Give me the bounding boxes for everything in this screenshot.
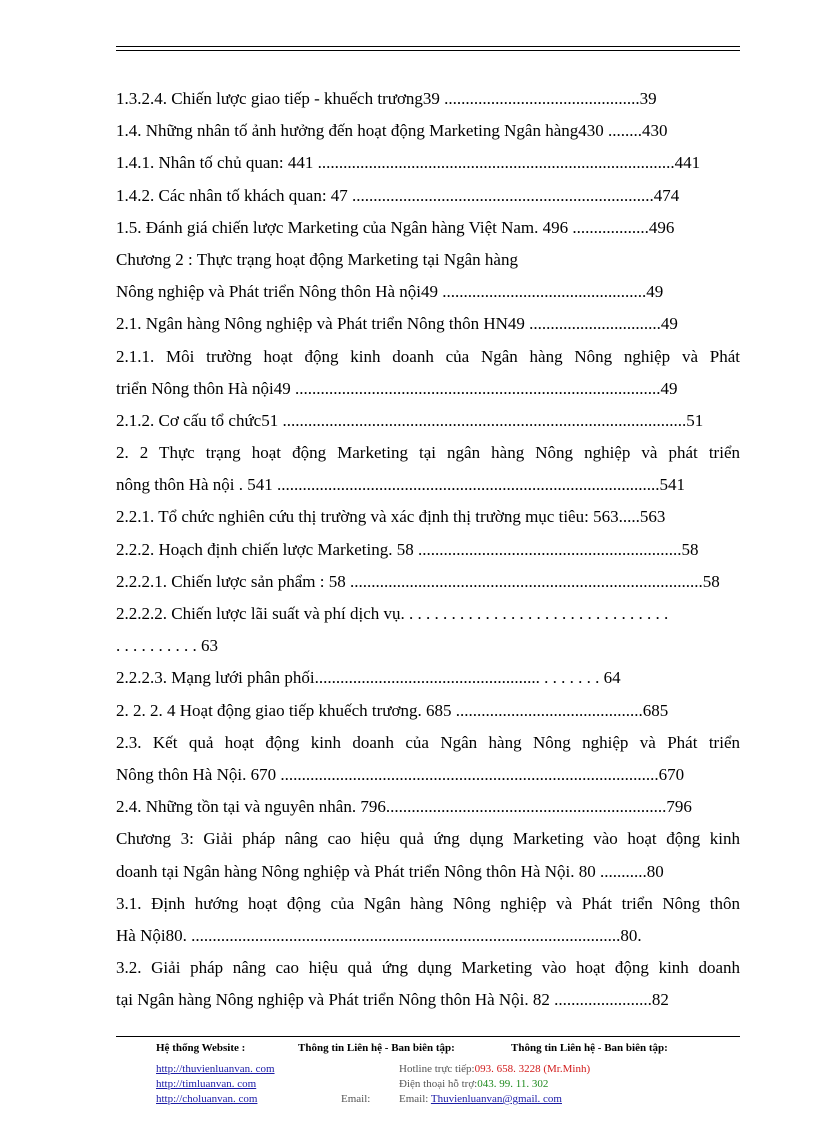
website-link[interactable]: http://choluanvan. com: [156, 1093, 258, 1105]
email-row: [399, 1093, 562, 1105]
toc-line: doanh tại Ngân hàng Nông nghiệp và Phát triển Nông thôn Hà Nội. 80 ...........80: [116, 861, 664, 881]
toc-line: tại Ngân hàng Nông nghiệp và Phát triển Nông thôn Hà Nội. 82 .......................82: [116, 990, 669, 1010]
toc-chapter-heading: Chương 2 : Thực trạng hoạt động Marketing tại Ngân hàng: [116, 249, 518, 269]
footer-contact-heading: Thông tin Liên hệ - Ban biên tập:: [298, 1042, 455, 1054]
phone-value: 043. 99. 11. 302: [477, 1078, 549, 1090]
phone-label: Điện thoại hỗ trợ:: [399, 1078, 478, 1090]
header-rule-bottom: [116, 50, 740, 51]
toc-line: 1.4. Những nhân tố ảnh hưởng đến hoạt động Marketing Ngân hàng430 ........430: [116, 121, 668, 141]
toc-line: 1.5. Đánh giá chiến lược Marketing của Ngân hàng Việt Nam. 496 ..................496: [116, 217, 675, 237]
email-link[interactable]: Thuvienluanvan@gmail. com: [430, 1093, 562, 1105]
toc-line: Nông thôn Hà Nội. 670 .........................................................................................670: [116, 764, 685, 784]
website-link[interactable]: http://timluanvan. com: [156, 1078, 257, 1090]
table-of-contents: [116, 83, 740, 1016]
toc-line: Nông nghiệp và Phát triển Nông thôn Hà nội49 ................................................49: [116, 282, 664, 302]
toc-line: . . . . . . . . . . 63: [116, 636, 218, 656]
hotline-value: 093. 658. 3228 (Mr.Minh): [474, 1063, 591, 1075]
toc-line: 3.1. Định hướng hoạt động của Ngân hàng Nông nghiệp và Phát triển Nông thôn: [116, 893, 740, 913]
toc-line: 3.2. Giải pháp nâng cao hiệu quả ứng dụng Marketing vào hoạt động kinh doanh: [116, 958, 740, 978]
footer-websites-heading: Hệ thống Website :: [156, 1042, 246, 1054]
header-rule-top: [116, 46, 740, 47]
phone-row: [399, 1078, 548, 1090]
footer-rule: [116, 1036, 740, 1037]
toc-line: 1.3.2.4. Chiến lược giao tiếp - khuếch trương39 ..............................................39: [116, 89, 657, 108]
toc-line: 2.1.1. Môi trường hoạt động kinh doanh của Ngân hàng Nông nghiệp và Phát: [116, 346, 740, 366]
toc-line: 2.4. Những tồn tại và nguyên nhân. 796..................................................................796: [116, 797, 692, 817]
toc-line: 1.4.1. Nhân tố chủ quan: 441 ....................................................................................441: [116, 153, 701, 173]
toc-line: 2.2.1. Tổ chức nghiên cứu thị trường và xác định thị trường mục tiêu: 563.....563: [116, 507, 666, 527]
toc-line: 2.2.2.1. Chiến lược sản phẩm : 58 ...................................................................................58: [116, 571, 720, 591]
toc-line: 2. 2. 2. 4 Hoạt động giao tiếp khuếch trương. 685 ............................................685: [116, 700, 669, 720]
toc-line: 2.1. Ngân hàng Nông nghiệp và Phát triển Nông thôn HN49 ...............................49: [116, 314, 678, 334]
toc-chapter-heading: Chương 3: Giải pháp nâng cao hiệu quả ứng dụng Marketing vào hoạt động kinh: [116, 829, 740, 849]
toc-line: 2.1.2. Cơ cấu tổ chức51 ...............................................................................................51: [116, 410, 704, 430]
toc-line: 1.4.2. Các nhân tố khách quan: 47 .......................................................................474: [116, 185, 680, 205]
toc-line: 2.2.2. Hoạch định chiến lược Marketing. 58 ..............................................................58: [116, 539, 699, 559]
toc-line: triển Nông thôn Hà nội49 ......................................................................................49: [116, 378, 678, 398]
email-label-left: Email:: [341, 1093, 371, 1105]
hotline-label: Hotline trực tiếp:: [399, 1063, 475, 1075]
toc-line: 2.3. Kết quả hoạt động kinh doanh của Ngân hàng Nông nghiệp và Phát triển: [116, 732, 740, 752]
toc-line: Hà Nội80. .....................................................................................................80.: [116, 925, 642, 945]
toc-line: 2.2.2.3. Mạng lưới phân phối..................................................... . . . . . . . 64: [116, 668, 621, 688]
website-link[interactable]: http://thuvienluanvan. com: [156, 1063, 275, 1075]
toc-line: 2.2.2.2. Chiến lược lãi suất và phí dịch vụ. . . . . . . . . . . . . . . . . . . . . . . . . . . . . . . .: [116, 604, 669, 623]
page-footer: [116, 1036, 740, 1105]
email-label: Email:: [399, 1093, 429, 1105]
toc-line: 2. 2 Thực trạng hoạt động Marketing tại ngân hàng Nông nghiệp và phát triển: [116, 443, 740, 463]
toc-line: nông thôn Hà nội . 541 ..........................................................................................541: [116, 475, 686, 495]
hotline-row: [399, 1063, 590, 1075]
footer-contact-heading-2: Thông tin Liên hệ - Ban biên tập:: [511, 1042, 668, 1054]
